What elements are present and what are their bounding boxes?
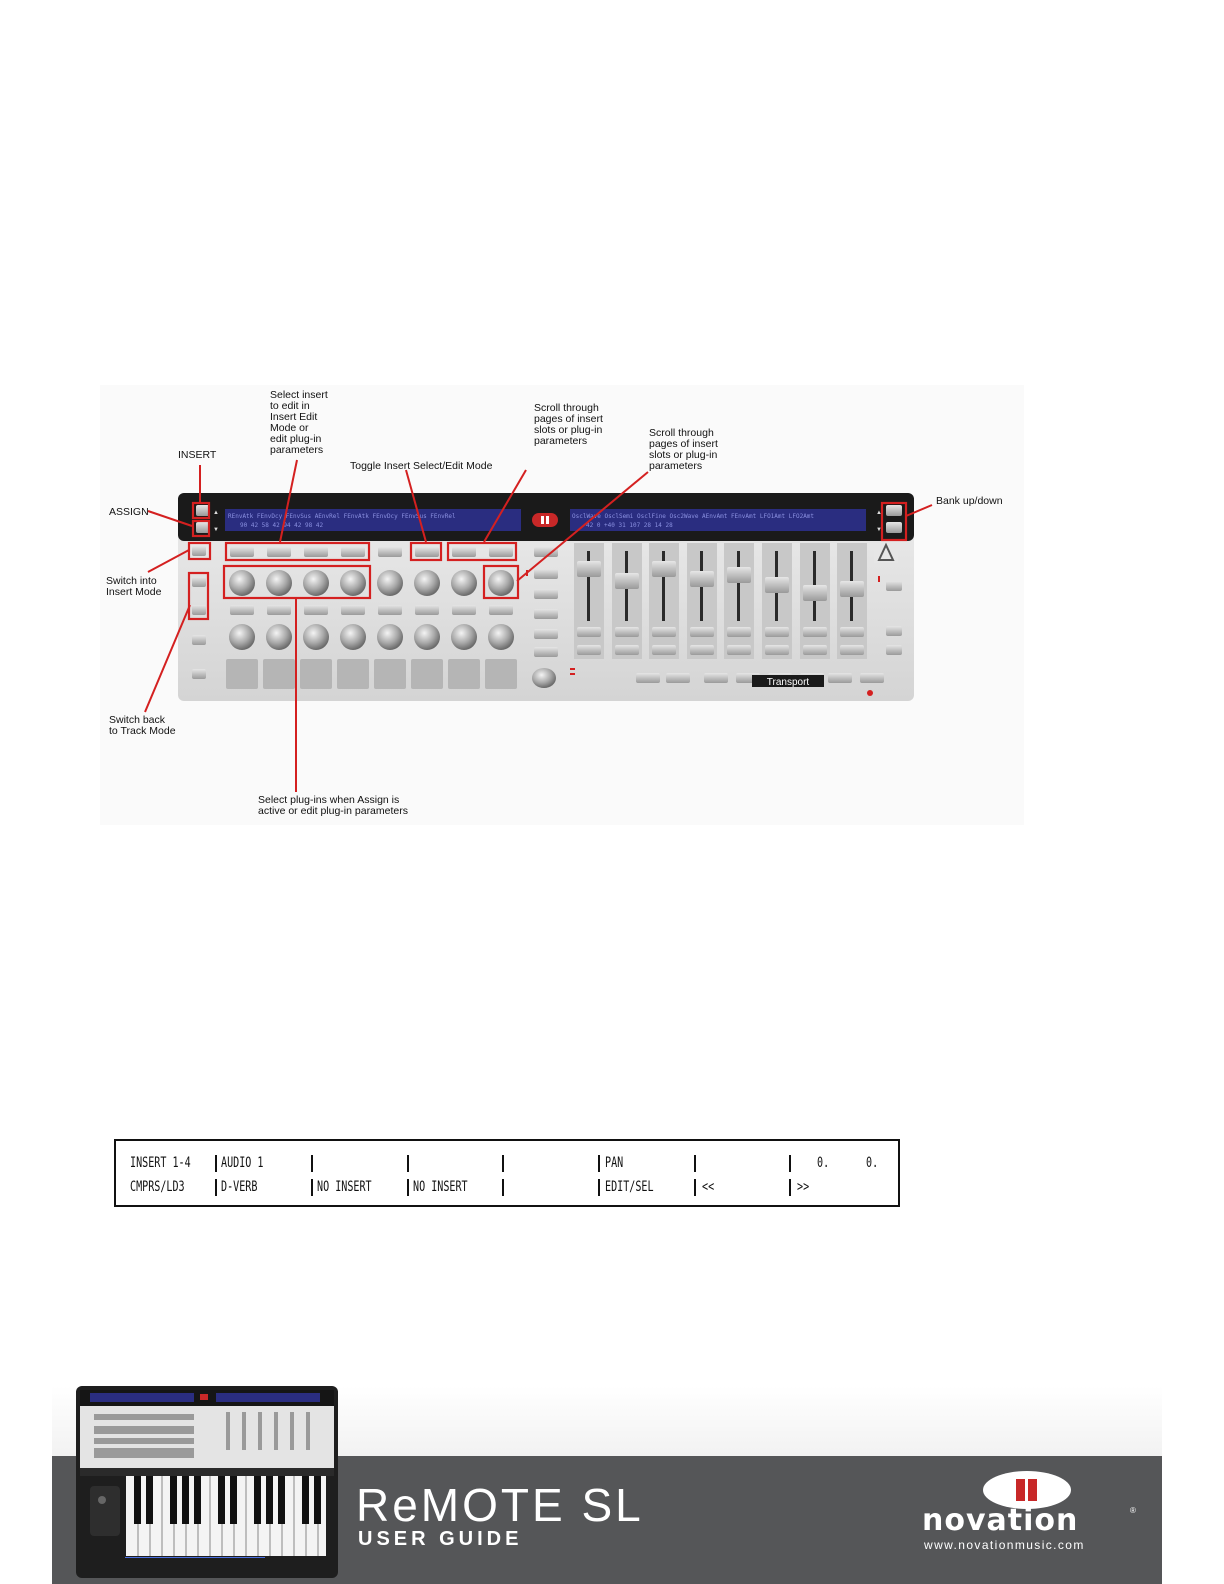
- lcd-text-display: [114, 1139, 900, 1207]
- link-underline: [125, 1557, 265, 1558]
- lcd-separator: [215, 1155, 217, 1172]
- product-title: ReMOTE SL: [356, 1479, 644, 1531]
- lcd-cell: EDIT/SEL: [605, 1179, 654, 1195]
- center-logo: [532, 513, 558, 527]
- callout-scroll-1: Scroll through pages of insert slots or plug-in parameters: [534, 402, 603, 447]
- lcd-separator: [311, 1155, 313, 1172]
- callout-insert: INSERT: [178, 449, 217, 461]
- lcd-cell: CMPRS/LD3: [130, 1179, 185, 1195]
- transport-label: Transport: [766, 677, 810, 688]
- svg-text:REnvAtk FEnvDcy FEnvSus AEn: REnvAtk FEnvDcy FEnvSus AEnvRel FEnvAtk FEnvDcy FEnvSus FEnvRel: [228, 513, 456, 520]
- lcd-separator: [694, 1155, 696, 1172]
- lcd-separator: [598, 1155, 600, 1172]
- callout-scroll-2: Scroll through pages of insert slots or plug-in parameters: [649, 427, 718, 472]
- lcd-cell: 0.: [817, 1155, 830, 1171]
- svg-text:▼: ▼: [213, 527, 219, 533]
- brand-name: novation: [922, 1503, 1079, 1538]
- lcd-separator: [407, 1179, 409, 1196]
- lcd-row-1: [116, 1153, 898, 1173]
- callout-switch-track: Switch back to Track Mode: [109, 714, 176, 737]
- callout-toggle-mode: Toggle Insert Select/Edit Mode: [350, 460, 493, 472]
- page-footer: [52, 1386, 1162, 1584]
- lcd-cell: 0.: [866, 1155, 879, 1171]
- controller-diagram: [100, 385, 1024, 825]
- lcd-separator: [311, 1179, 313, 1196]
- lcd-cell: >>: [797, 1179, 810, 1195]
- lcd-separator: [789, 1155, 791, 1172]
- registered-mark: ®: [1130, 1506, 1136, 1515]
- lcd-separator: [694, 1179, 696, 1196]
- lcd-cell: PAN: [605, 1155, 624, 1171]
- lcd-row-2: [116, 1177, 898, 1197]
- lcd-separator: [407, 1155, 409, 1172]
- svg-text:42 0 +40 31: 42 0 +40 31 107 28 14 28: [586, 522, 673, 529]
- callout-select-plugins: Select plug-ins when Assign is active or edit plug-in parameters: [258, 794, 408, 817]
- svg-text:OsclWave OsclSemi OsclFine Osc: OsclWave OsclSemi OsclFine Osc2Wave AEnvAmt FEnvAmt LFO1Amt LFO2Amt: [572, 513, 815, 520]
- data-encoder: [532, 668, 556, 688]
- brand-url: www.novationmusic.com: [924, 1538, 1085, 1552]
- lcd-separator: [502, 1155, 504, 1172]
- lcd-cell: INSERT 1-4: [130, 1155, 191, 1171]
- product-subtitle: USER GUIDE: [358, 1528, 523, 1550]
- lcd-cell: NO INSERT: [413, 1179, 468, 1195]
- svg-text:▲: ▲: [213, 510, 219, 516]
- product-thumbnail-image: [76, 1386, 338, 1578]
- lcd-separator: [598, 1179, 600, 1196]
- svg-text:▼: ▼: [876, 527, 882, 533]
- lcd-separator: [502, 1179, 504, 1196]
- controller-illustration: [100, 385, 1024, 825]
- lcd-cell: AUDIO 1: [221, 1155, 264, 1171]
- svg-text:▲: ▲: [876, 510, 882, 516]
- fader-section: [574, 543, 902, 659]
- svg-text:90 42 58 42: 90 42 58 42 94 42 98 42: [240, 522, 324, 529]
- callout-select-insert: Select insert to edit in Insert Edit Mode or edit plug-in parameters: [270, 389, 328, 456]
- lcd-separator: [789, 1179, 791, 1196]
- lcd-cell: NO INSERT: [317, 1179, 372, 1195]
- lcd-separator: [215, 1179, 217, 1196]
- callout-bank: Bank up/down: [936, 495, 1003, 507]
- lcd-cell: D-VERB: [221, 1179, 258, 1195]
- lcd-cell: <<: [702, 1179, 715, 1195]
- callout-switch-insert: Switch into Insert Mode: [106, 575, 162, 598]
- callout-assign: ASSIGN: [109, 506, 149, 518]
